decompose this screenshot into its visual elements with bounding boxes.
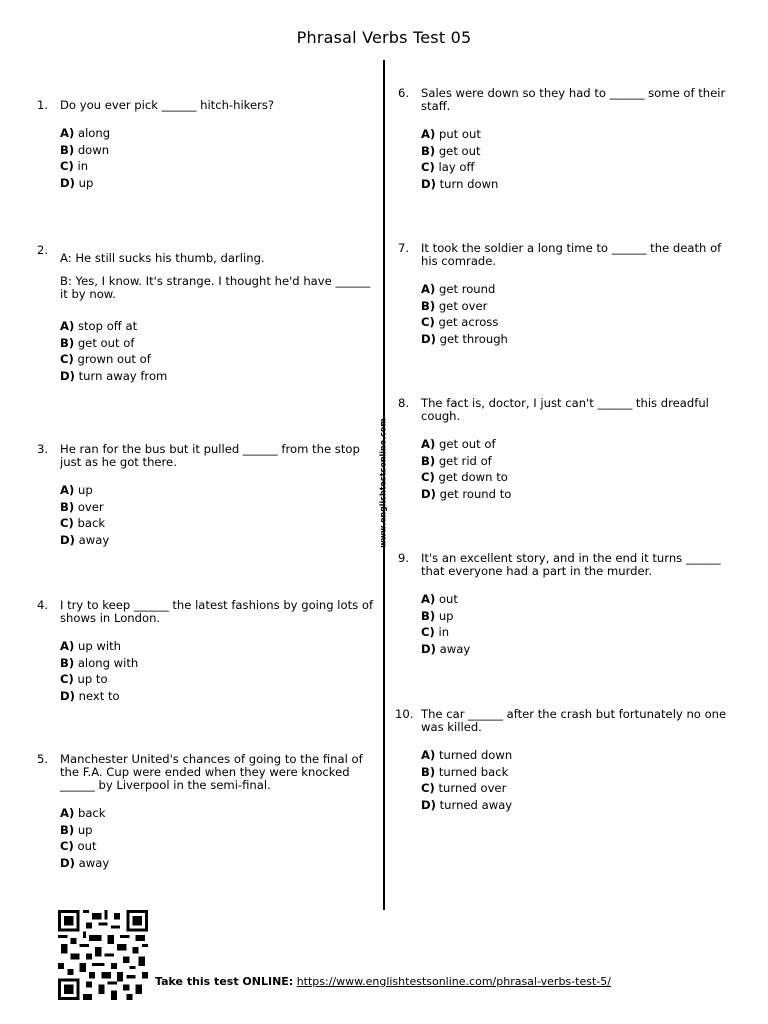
question-8 bbox=[398, 396, 739, 502]
options-list bbox=[60, 318, 378, 384]
question-text: B: Yes, I know. It's strange. I thought he'd have ______ it by now. bbox=[60, 274, 371, 301]
option-a[interactable]: A) get out of bbox=[421, 437, 496, 451]
question-7 bbox=[398, 241, 739, 347]
option-b[interactable]: B) get rid of bbox=[421, 453, 492, 468]
option-b[interactable]: B) down bbox=[60, 142, 110, 157]
options-list bbox=[60, 638, 378, 704]
options-list bbox=[60, 805, 378, 871]
options-list bbox=[60, 125, 378, 191]
option-d[interactable]: D) turn away from bbox=[60, 368, 168, 383]
question-2 bbox=[37, 243, 378, 384]
question-number: 1. bbox=[37, 98, 49, 112]
question-number: 5. bbox=[37, 752, 49, 766]
option-d[interactable]: D) away bbox=[60, 532, 110, 547]
question-9 bbox=[398, 551, 739, 657]
question-text: The car ______ after the crash but fortunately no one was killed. bbox=[421, 707, 727, 734]
question-number: 9. bbox=[398, 551, 410, 565]
option-a[interactable]: A) out bbox=[421, 592, 458, 606]
option-a[interactable]: A) get round bbox=[421, 282, 496, 296]
question-3 bbox=[37, 442, 378, 548]
option-a[interactable]: A) back bbox=[60, 806, 106, 820]
options-list bbox=[421, 281, 739, 347]
question-text: It took the soldier a long time to ______ the death of his comrade. bbox=[421, 241, 722, 268]
question-number: 10. bbox=[395, 707, 414, 721]
options-list bbox=[421, 126, 739, 192]
option-d[interactable]: D) next to bbox=[60, 688, 120, 703]
option-b[interactable]: B) get out bbox=[421, 143, 481, 158]
question-number: 7. bbox=[398, 241, 410, 255]
test-url-link[interactable]: https://www.englishtestsonline.com/phrasal-verbs-test-5/ bbox=[296, 975, 611, 988]
option-a[interactable]: A) turned down bbox=[421, 748, 513, 762]
options-list bbox=[421, 591, 739, 657]
option-b[interactable]: B) get over bbox=[421, 298, 488, 313]
option-c[interactable]: C) in bbox=[421, 625, 450, 640]
option-b[interactable]: B) get out of bbox=[60, 335, 135, 350]
option-d[interactable]: D) up bbox=[60, 175, 94, 190]
footer-label: Take this test ONLINE: bbox=[155, 975, 294, 988]
option-d[interactable]: D) away bbox=[421, 641, 471, 656]
option-a[interactable]: A) up with bbox=[60, 639, 121, 653]
option-d[interactable]: D) away bbox=[60, 855, 110, 870]
option-d[interactable]: D) turn down bbox=[421, 176, 499, 191]
option-c[interactable]: C) up to bbox=[60, 672, 108, 687]
question-1 bbox=[37, 98, 378, 191]
option-c[interactable]: C) turned over bbox=[421, 781, 507, 796]
option-a[interactable]: A) stop off at bbox=[60, 319, 138, 333]
footer-online-link bbox=[155, 975, 611, 988]
question-number: 2. bbox=[37, 243, 49, 257]
question-text: It's an excellent story, and in the end it turns ______ that everyone had a part in the murder. bbox=[421, 551, 721, 578]
option-b[interactable]: B) turned back bbox=[421, 764, 509, 779]
option-c[interactable]: C) lay off bbox=[421, 160, 475, 175]
option-b[interactable]: B) along with bbox=[60, 655, 139, 670]
option-c[interactable]: C) get across bbox=[421, 315, 499, 330]
question-5 bbox=[37, 752, 378, 871]
question-text: He ran for the bus but it pulled ______ from the stop just as he got there. bbox=[60, 442, 360, 469]
options-list bbox=[421, 747, 739, 813]
question-number: 4. bbox=[37, 598, 49, 612]
side-watermark-url: www.englishtestsonline.com bbox=[378, 418, 388, 548]
option-c[interactable]: C) in bbox=[60, 159, 89, 174]
question-number: 8. bbox=[398, 396, 410, 410]
question-number: 6. bbox=[398, 86, 410, 100]
option-a[interactable]: A) put out bbox=[421, 127, 481, 141]
question-text: I try to keep ______ the latest fashions by going lots of shows in London. bbox=[60, 598, 374, 625]
question-text: A: He still sucks his thumb, darling. bbox=[60, 251, 265, 265]
question-number: 3. bbox=[37, 442, 49, 456]
option-a[interactable]: A) up bbox=[60, 483, 93, 497]
question-text: The fact is, doctor, I just can't ______ this dreadful cough. bbox=[421, 396, 709, 423]
question-6 bbox=[398, 86, 739, 192]
option-b[interactable]: B) over bbox=[60, 499, 104, 514]
qr-code[interactable] bbox=[58, 910, 148, 1000]
option-a[interactable]: A) along bbox=[60, 126, 111, 140]
option-c[interactable]: C) back bbox=[60, 516, 106, 531]
option-d[interactable]: D) get through bbox=[421, 331, 508, 346]
option-d[interactable]: D) get round to bbox=[421, 486, 512, 501]
option-c[interactable]: C) out bbox=[60, 839, 97, 854]
option-c[interactable]: C) get down to bbox=[421, 470, 508, 485]
question-10 bbox=[395, 707, 739, 813]
question-4 bbox=[37, 598, 378, 704]
page-title: Phrasal Verbs Test 05 bbox=[296, 28, 472, 47]
question-text: Do you ever pick ______ hitch-hikers? bbox=[60, 98, 275, 112]
option-d[interactable]: D) turned away bbox=[421, 797, 513, 812]
question-text: Manchester United's chances of going to the final of the F.A. Cup were ended when they were knocked ______ by Liverpool in the semi-final. bbox=[60, 752, 363, 792]
option-b[interactable]: B) up bbox=[421, 608, 454, 623]
option-b[interactable]: B) up bbox=[60, 822, 93, 837]
options-list bbox=[421, 436, 739, 502]
question-text: Sales were down so they had to ______ some of their staff. bbox=[421, 86, 726, 113]
options-list bbox=[60, 482, 378, 548]
option-c[interactable]: C) grown out of bbox=[60, 352, 151, 367]
